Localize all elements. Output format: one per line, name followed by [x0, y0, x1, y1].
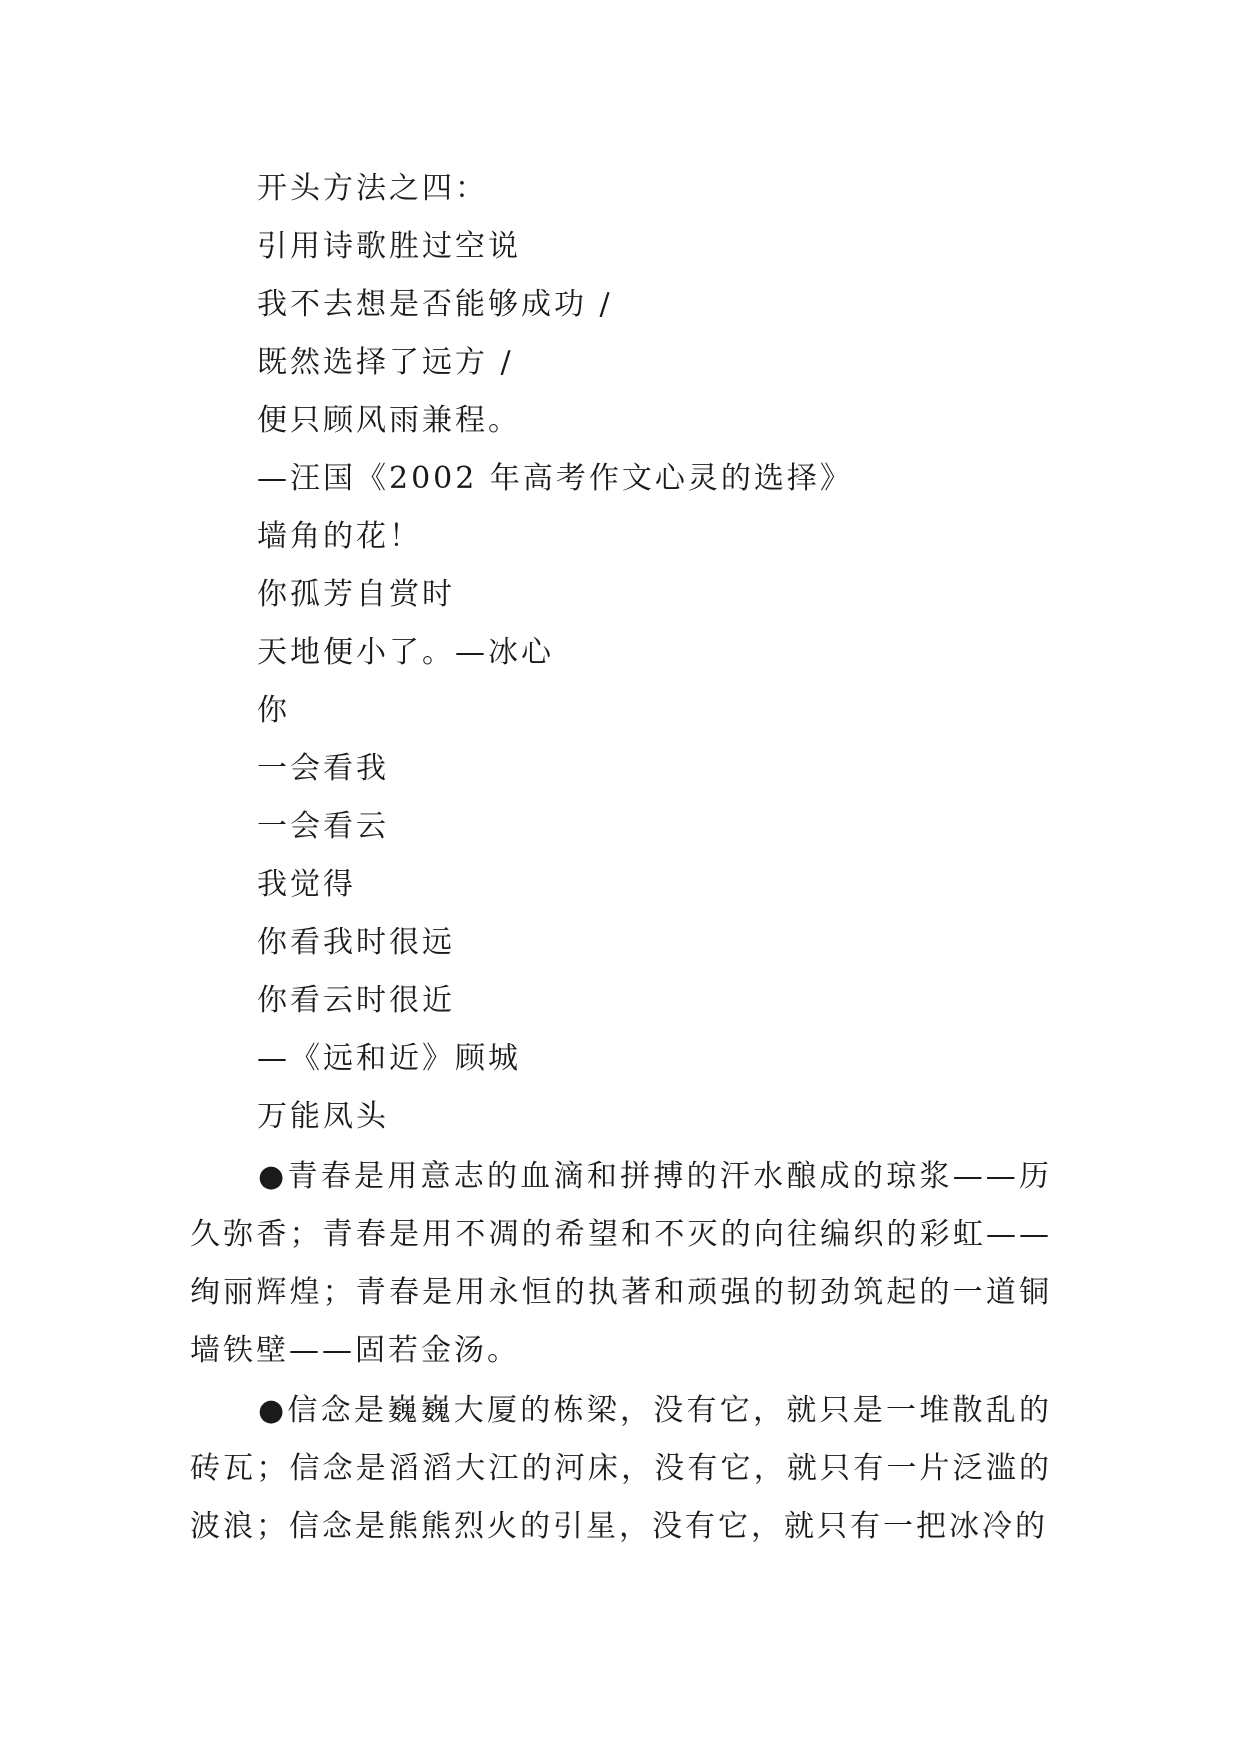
- line-8: 你孤芳自赏时: [257, 577, 455, 612]
- line-3: 我不去想是否能够成功 /: [257, 287, 613, 322]
- poem-lines: [257, 160, 1057, 1146]
- line-6: —汪国《2002 年高考作文心灵的选择》: [257, 461, 853, 496]
- line-7: 墙角的花！: [257, 519, 422, 554]
- line-12: 一会看云: [257, 809, 389, 844]
- line-4: 既然选择了远方 /: [257, 345, 514, 380]
- line-11: 一会看我: [257, 751, 389, 786]
- line-17: 万能凤头: [257, 1099, 389, 1134]
- line-15: 你看云时很近: [257, 983, 455, 1018]
- line-1: 开头方法之四：: [257, 171, 488, 206]
- line-14: 你看我时很远: [257, 925, 455, 960]
- paragraph-belief: ●信念是巍巍大厦的栋梁，没有它，就只是一堆散乱的砖瓦；信念是滔滔大江的河床，没有它，就只有一片泛滥的波浪；信念是熊熊烈火的引星，没有它，就只有一把冰冷的: [190, 1393, 1052, 1544]
- line-9: 天地便小了。—冰心: [257, 635, 554, 670]
- line-13: 我觉得: [257, 867, 356, 902]
- line-10: 你: [257, 693, 290, 728]
- line-5: 便只顾风雨兼程。: [257, 403, 521, 438]
- line-16: —《远和近》顾城: [257, 1041, 521, 1076]
- paragraph-youth: ●青春是用意志的血滴和拼搏的汗水酿成的琼浆——历久弥香；青春是用不凋的希望和不灭的向往编织的彩虹——绚丽辉煌；青春是用永恒的执著和顽强的韧劲筑起的一道铜墙铁壁——固若金汤。: [190, 1159, 1052, 1368]
- line-2: 引用诗歌胜过空说: [257, 229, 521, 264]
- body-paragraphs: [190, 1148, 1052, 1558]
